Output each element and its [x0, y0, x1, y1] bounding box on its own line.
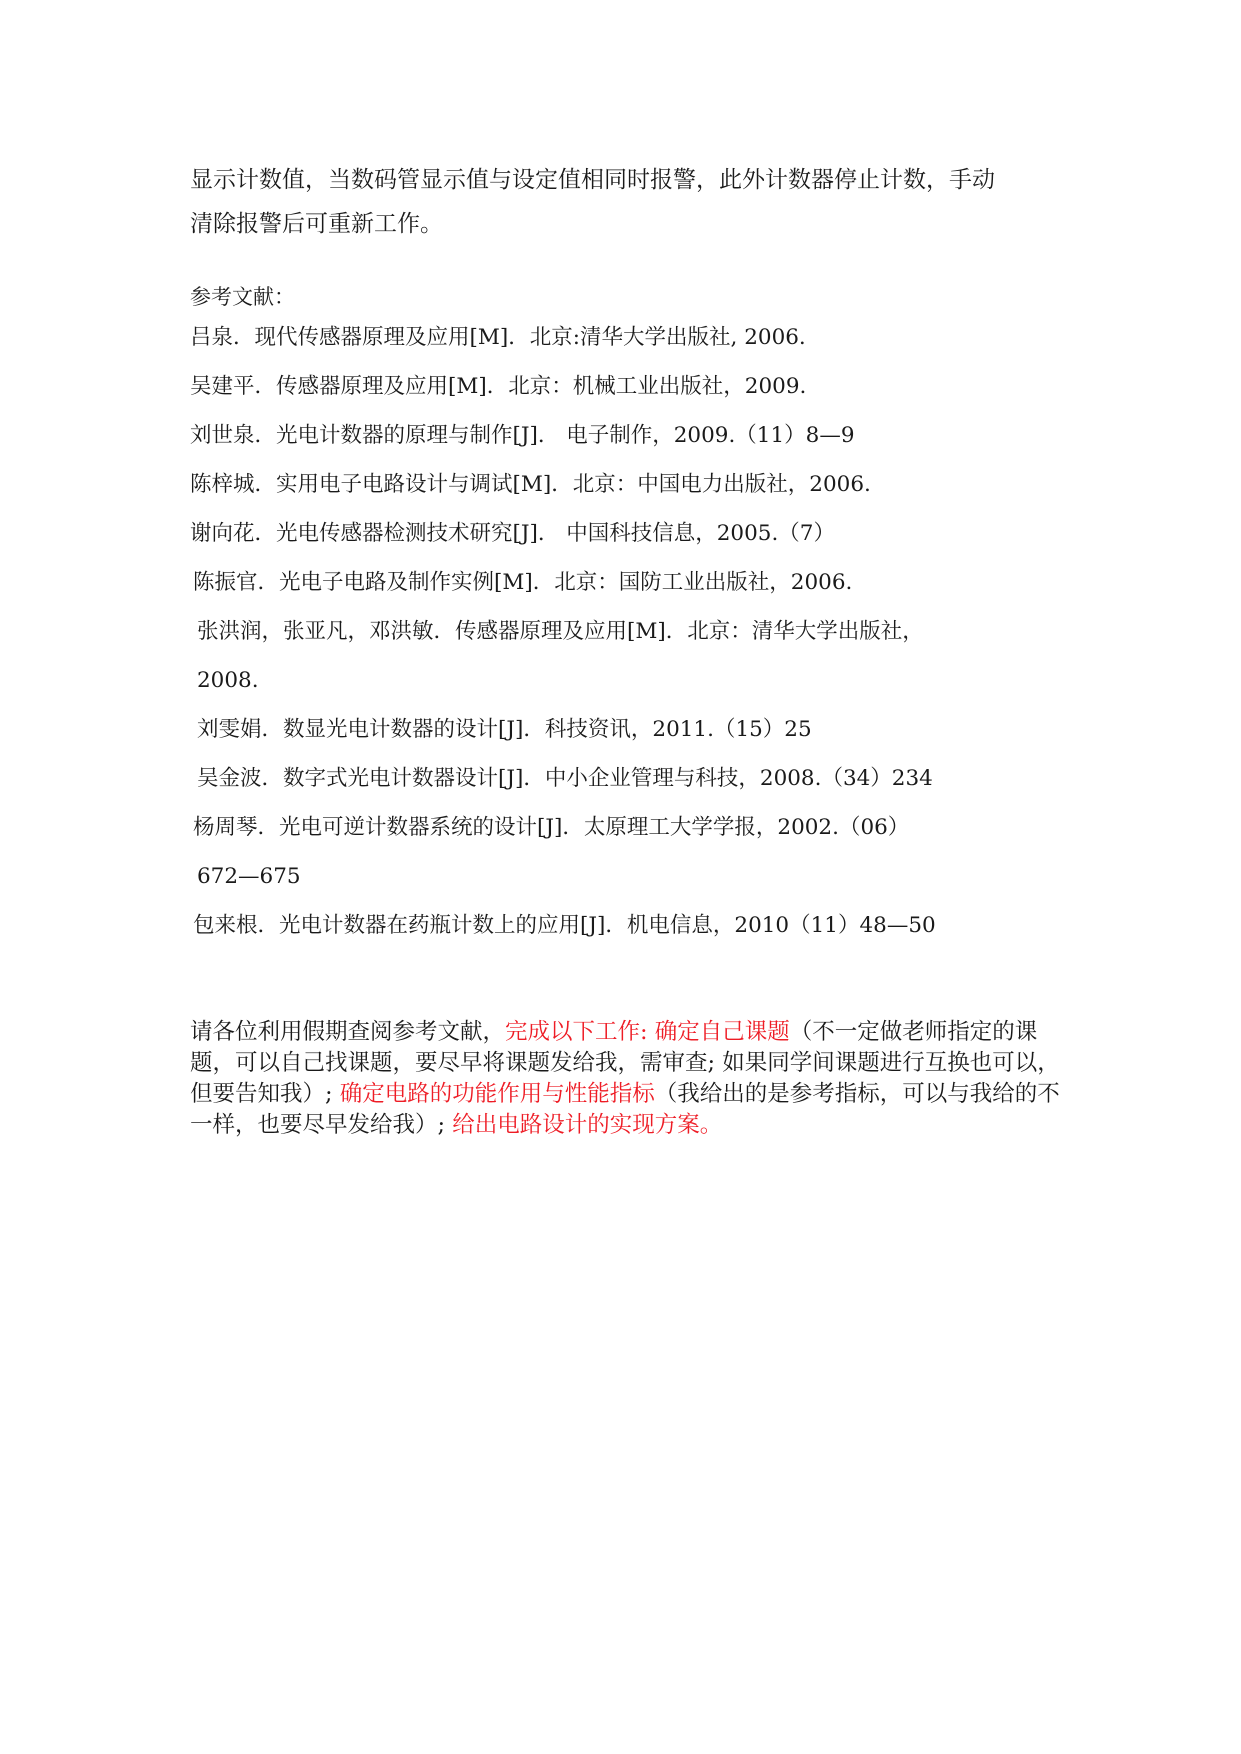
notice-task-design-plan: 给出电路设计的实现方案。	[452, 1112, 723, 1138]
references-list	[190, 323, 1070, 960]
intro-paragraph	[190, 158, 1070, 246]
reference-item: 陈梓城．实用电子电路设计与调试[M]．北京：中国电力出版社，2006.	[190, 472, 871, 497]
reference-item: 谢向花．光电传感器检测技术研究[J]． 中国科技信息，2005.（7）	[190, 521, 835, 546]
intro-line-1: 显示计数值，当数码管显示值与设定值相同时报警，此外计数器停止计数，手动	[190, 167, 995, 193]
reference-item: 张洪润，张亚凡，邓洪敏．传感器原理及应用[M]．北京：清华大学出版社，	[197, 619, 924, 644]
reference-item: 杨周琴．光电可逆计数器系统的设计[J]．太原理工大学学报，2002.（06）	[193, 815, 910, 840]
reference-item: 吕泉．现代传感器原理及应用[M]．北京:清华大学出版社, 2006.	[190, 325, 806, 350]
reference-item: 包来根．光电计数器在药瓶计数上的应用[J]．机电信息，2010（11）48—50	[193, 913, 936, 938]
intro-line-2: 清除报警后可重新工作。	[190, 211, 443, 237]
reference-item-continuation: 672—675	[197, 864, 301, 889]
reference-item: 刘世泉．光电计数器的原理与制作[J]． 电子制作，2009.（11）8—9	[190, 423, 855, 448]
reference-item-continuation: 2008.	[197, 668, 259, 693]
assignment-notice	[190, 1017, 1070, 1141]
notice-task-define-function: 确定电路的功能作用与性能指标	[339, 1081, 655, 1107]
notice-task-choose-topic: 完成以下工作: 确定自己课题	[505, 1019, 790, 1045]
notice-text: 请各位利用假期查阅参考文献，	[190, 1019, 506, 1045]
notice-text: （我给出的是参考指标，可以与我给的不一样，也要尽早发给我）;	[190, 1081, 1060, 1138]
notice-text: （不一定做老师指定的课题，可以自己找课题，要尽早将课题发给我，需审查; 如果同学间课题进行互换也可以，但要告知我）;	[190, 1019, 1060, 1107]
reference-item: 刘雯娟．数显光电计数器的设计[J]．科技资讯，2011.（15）25	[197, 717, 812, 742]
reference-item: 陈振官．光电子电路及制作实例[M]．北京：国防工业出版社，2006.	[193, 570, 853, 595]
references-heading: 参考文献：	[190, 285, 295, 309]
reference-item: 吴建平．传感器原理及应用[M]．北京：机械工业出版社，2009.	[190, 374, 807, 399]
reference-item: 吴金波．数字式光电计数器设计[J]．中小企业管理与科技，2008.（34）234	[197, 766, 933, 791]
